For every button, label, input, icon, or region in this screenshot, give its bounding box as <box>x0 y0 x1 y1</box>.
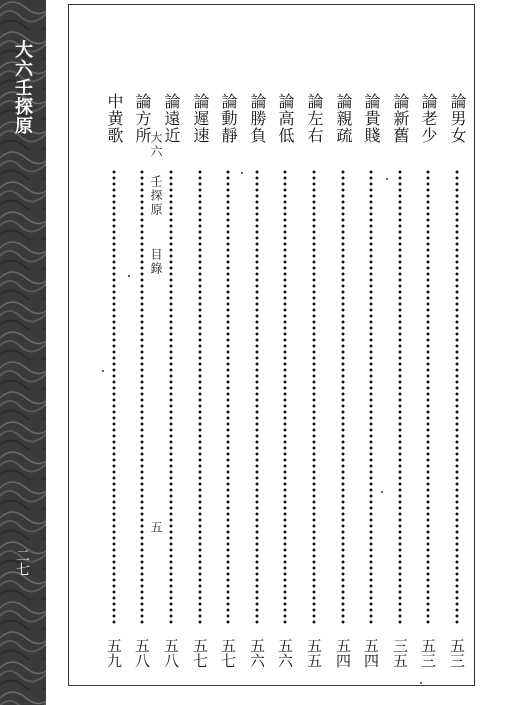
toc-entry <box>102 93 126 668</box>
toc-entry-page: 五三 <box>419 638 437 668</box>
toc-entry-title: 論高低 <box>276 93 295 144</box>
toc-entry <box>302 93 326 668</box>
toc-leader-dots <box>197 169 203 626</box>
toc-entry-title: 論勝負 <box>248 93 267 144</box>
toc-entry-page: 五四 <box>362 638 380 668</box>
toc-entry <box>216 93 240 668</box>
toc-leader-dots <box>425 169 431 626</box>
toc-entry <box>130 93 154 668</box>
toc-entry-page: 五六 <box>248 638 266 668</box>
toc-entry <box>388 93 412 668</box>
toc-leader-dots <box>340 169 346 626</box>
toc-entry-page: 五九 <box>105 638 123 668</box>
toc-entry-page: 五六 <box>276 638 294 668</box>
toc-entry-page: 五七 <box>191 638 209 668</box>
scan-speck <box>241 172 243 174</box>
toc-entry <box>245 93 269 668</box>
toc-entry <box>331 93 355 668</box>
toc-entry-title: 論遠近 <box>162 93 181 144</box>
toc-leader-dots <box>254 169 260 626</box>
scan-speck <box>102 370 104 372</box>
toc-entry-title: 論親疏 <box>334 93 353 144</box>
toc-leader-dots <box>397 169 403 626</box>
toc-entry-page: 三五 <box>391 638 409 668</box>
toc-entry-page: 五三 <box>448 638 466 668</box>
toc-entry-page: 五七 <box>219 638 237 668</box>
scan-speck <box>128 275 130 277</box>
running-page-number: 五 <box>149 521 163 533</box>
toc-entry-title: 論遲速 <box>191 93 210 144</box>
running-section-title: 目錄 <box>149 248 163 276</box>
toc-leader-dots <box>111 169 117 626</box>
toc-entry-title: 論貴賤 <box>362 93 381 144</box>
toc-entry-title: 中黄歌 <box>105 93 124 144</box>
toc-entry <box>416 93 440 668</box>
toc-leader-dots <box>225 169 231 626</box>
toc-entry-title: 論新舊 <box>391 93 410 144</box>
toc-entry-title: 論男女 <box>448 93 467 144</box>
running-book-title: 大六 壬探原 <box>149 131 163 217</box>
toc-entry-title: 論左右 <box>305 93 324 144</box>
scan-speck <box>381 491 383 493</box>
toc-entry-title: 論動靜 <box>219 93 238 144</box>
toc-leader-dots <box>311 169 317 626</box>
toc-leader-dots <box>139 169 145 626</box>
toc-entry-page: 五八 <box>162 638 180 668</box>
toc-entry-title: 論方所 <box>133 93 152 144</box>
toc-entry-page: 五五 <box>305 638 323 668</box>
toc-entry-page: 五八 <box>133 638 151 668</box>
toc-entry <box>359 93 383 668</box>
scan-speck <box>386 178 388 180</box>
book-spine <box>0 0 46 705</box>
toc-entry <box>273 93 297 668</box>
toc-entry-title: 論老少 <box>419 93 438 144</box>
toc-leader-dots <box>454 169 460 626</box>
spine-title: 大六壬探原 <box>12 40 33 135</box>
toc-entry <box>159 93 183 668</box>
toc-leader-dots <box>282 169 288 626</box>
scan-speck <box>420 682 422 684</box>
toc-entry-page: 五四 <box>334 638 352 668</box>
spine-page-number: 二七 <box>14 548 30 576</box>
toc-leader-dots <box>368 169 374 626</box>
toc-leader-dots <box>168 169 174 626</box>
toc-entry <box>445 93 469 668</box>
toc-entry <box>188 93 212 668</box>
